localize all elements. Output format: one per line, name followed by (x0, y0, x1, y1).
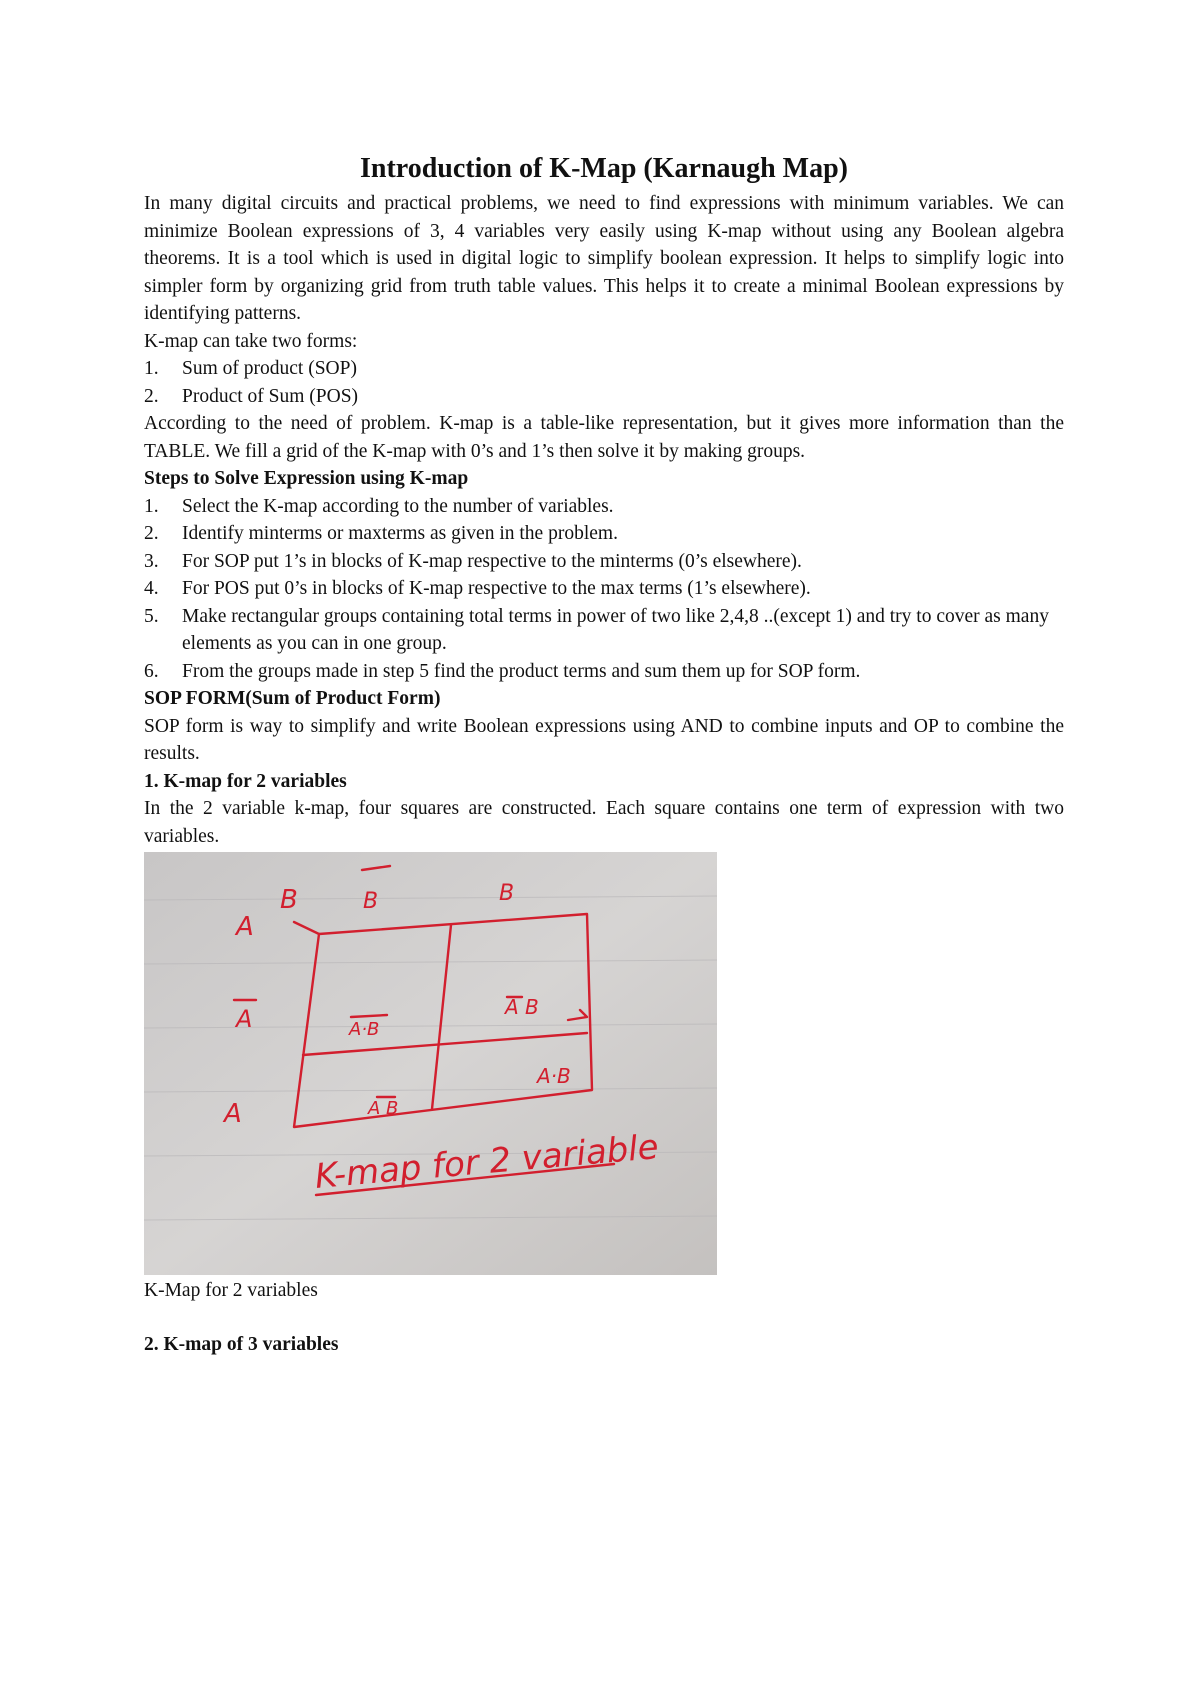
steps-heading: Steps to Solve Expression using K-map (144, 468, 469, 489)
col-b-label: B (499, 881, 515, 906)
cell-10-term: A B (368, 1098, 399, 1119)
document-body (144, 150, 1064, 1358)
kmap3-heading: 2. K-map of 3 variables (144, 1333, 339, 1355)
corner-b-label: B (280, 885, 298, 915)
forms-intro: K-map can take two forms: (144, 330, 358, 352)
steps-list (144, 493, 1064, 686)
row-a-bar-label: A (236, 1005, 253, 1033)
list-item: 2. Product of Sum (POS) (144, 385, 359, 407)
kmap2-paragraph: In the 2 variable k-map, four squares are constructed. Each square contains one term of expression with two variables. (144, 798, 1064, 847)
forms-after-paragraph: According to the need of problem. K-map is a table-like representation, but it gives more information than the TABLE. We fill a grid of the K-map with 0’s and 1’s then solve it by making groups. (144, 413, 1064, 462)
list-item: 3. For SOP put 1’s in blocks of K-map respective to the minterms (0’s elsewhere). (144, 550, 802, 572)
spacer (144, 1305, 1064, 1331)
corner-a-label: A (236, 912, 254, 942)
paper-background (144, 852, 717, 1275)
intro-paragraph: In many digital circuits and practical problems, we need to find expressions with minimum variables. We can minimize Boolean expressions of 3, 4 variables very easily using K-map without using any Boolean algebra theorems. It is a tool which is used in digital logic to simplify boolean expression. It helps to simplify logic into simpler form by organizing grid from truth table values. This helps it to create a minimal Boolean expressions by identifying patterns. (144, 193, 1064, 324)
list-item: 1. Sum of product (SOP) (144, 358, 357, 379)
list-item: 1. Select the K-map according to the number of variables. (144, 495, 614, 517)
list-item: 2. Identify minterms or maxterms as given in the problem. (144, 523, 618, 544)
col-b-bar-label: B (363, 889, 379, 914)
figure-caption: K-Map for 2 variables (144, 1280, 318, 1301)
cell-00-term: A·B (349, 1019, 380, 1040)
cell-01-term: A B (505, 995, 539, 1019)
kmap-2-variable-photo (144, 852, 717, 1275)
list-item: 5. Make rectangular groups containing total terms in power of two like 2,4,8 ..(except 1) and try to cover as many elements as you can in one group. (144, 605, 1049, 654)
row-a-label: A (224, 1099, 242, 1129)
list-item: 6. From the groups made in step 5 find the product terms and sum them up for SOP form. (144, 660, 861, 682)
sop-paragraph: SOP form is way to simplify and write Boolean expressions using AND to combine inputs and OP to combine the results. (144, 715, 1064, 764)
handwritten-caption: K-map for 2 variable (313, 1127, 661, 1197)
list-item: 4. For POS put 0’s in blocks of K-map respective to the max terms (1’s elsewhere). (144, 578, 811, 599)
sop-heading: SOP FORM(Sum of Product Form) (144, 688, 441, 709)
forms-list (144, 355, 1064, 410)
page-title: Introduction of K-Map (Karnaugh Map) (360, 153, 848, 184)
kmap2-heading: 1. K-map for 2 variables (144, 770, 347, 792)
kmap-sketch (144, 852, 717, 1275)
cell-11-term: A·B (537, 1064, 571, 1088)
